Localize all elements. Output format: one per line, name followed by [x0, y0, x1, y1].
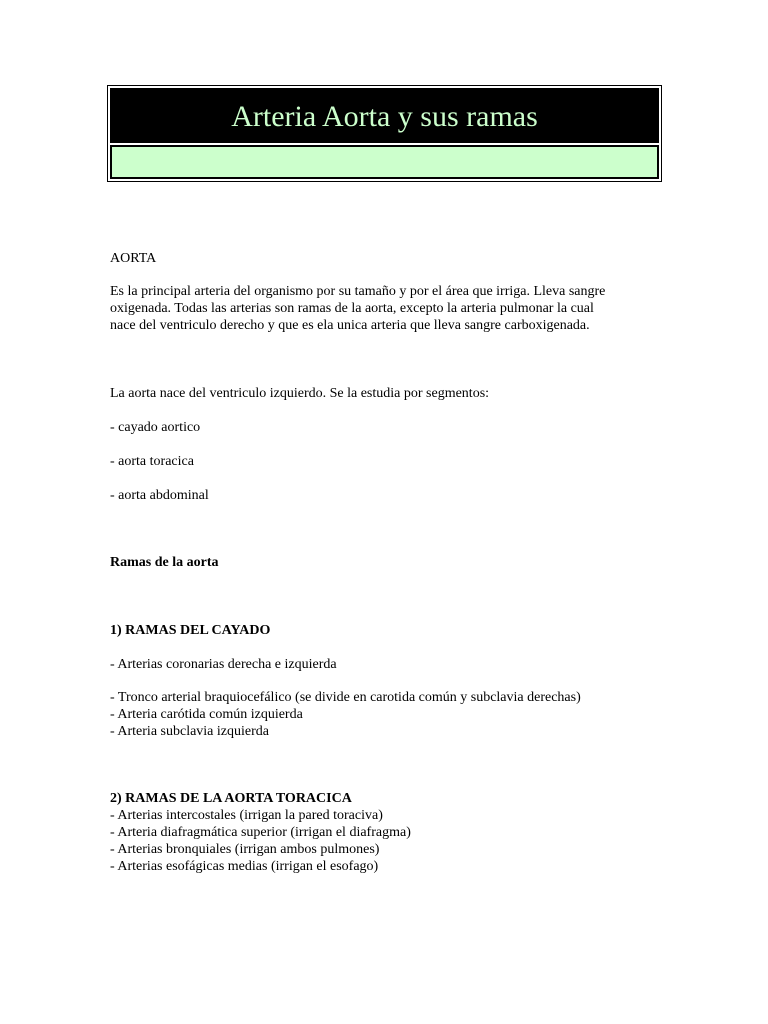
segments-intro: La aorta nace del ventriculo izquierdo. Se la estudia por segmentos: — [110, 386, 490, 401]
toracica-item: - Arteria diafragmática superior (irrigan el diafragma) — [110, 825, 411, 840]
intro-line: Es la principal arteria del organismo por su tamaño y por el área que irriga. Lleva sangre — [110, 284, 606, 299]
cayado-item: - Arteria carótida común izquierda — [110, 707, 303, 722]
toracica-item: - Arterias esofágicas medias (irrigan el esofago) — [110, 859, 379, 874]
aorta-heading: AORTA — [110, 251, 157, 266]
ramas-heading: Ramas de la aorta — [110, 555, 219, 570]
title-subband — [110, 145, 659, 179]
segment-item: - aorta abdominal — [110, 488, 209, 503]
intro-line: nace del ventriculo derecho y que es ela unica arteria que lleva sangre carboxigenada. — [110, 318, 590, 333]
cayado-item: - Arterias coronarias derecha e izquierda — [110, 657, 337, 672]
toracica-item: - Arterias bronquiales (irrigan ambos pulmones) — [110, 842, 380, 857]
page-title: Arteria Aorta y sus ramas — [110, 88, 659, 143]
toracica-item: - Arterias intercostales (irrigan la pared toraciva) — [110, 808, 383, 823]
intro-line: oxigenada. Todas las arterias son ramas de la aorta, excepto la arteria pulmonar la cual — [110, 301, 594, 316]
cayado-list — [110, 689, 670, 740]
title-box — [107, 85, 662, 182]
toracica-list — [110, 807, 670, 875]
cayado-item: - Tronco arterial braquiocefálico (se divide en carotida común y subclavia derechas) — [110, 690, 581, 705]
cayado-heading: 1) RAMAS DEL CAYADO — [110, 623, 271, 638]
intro-paragraph — [110, 283, 670, 334]
cayado-item: - Arteria subclavia izquierda — [110, 724, 269, 739]
toracica-heading: 2) RAMAS DE LA AORTA TORACICA — [110, 791, 352, 806]
segment-item: - aorta toracica — [110, 454, 194, 469]
segment-item: - cayado aortico — [110, 420, 201, 435]
